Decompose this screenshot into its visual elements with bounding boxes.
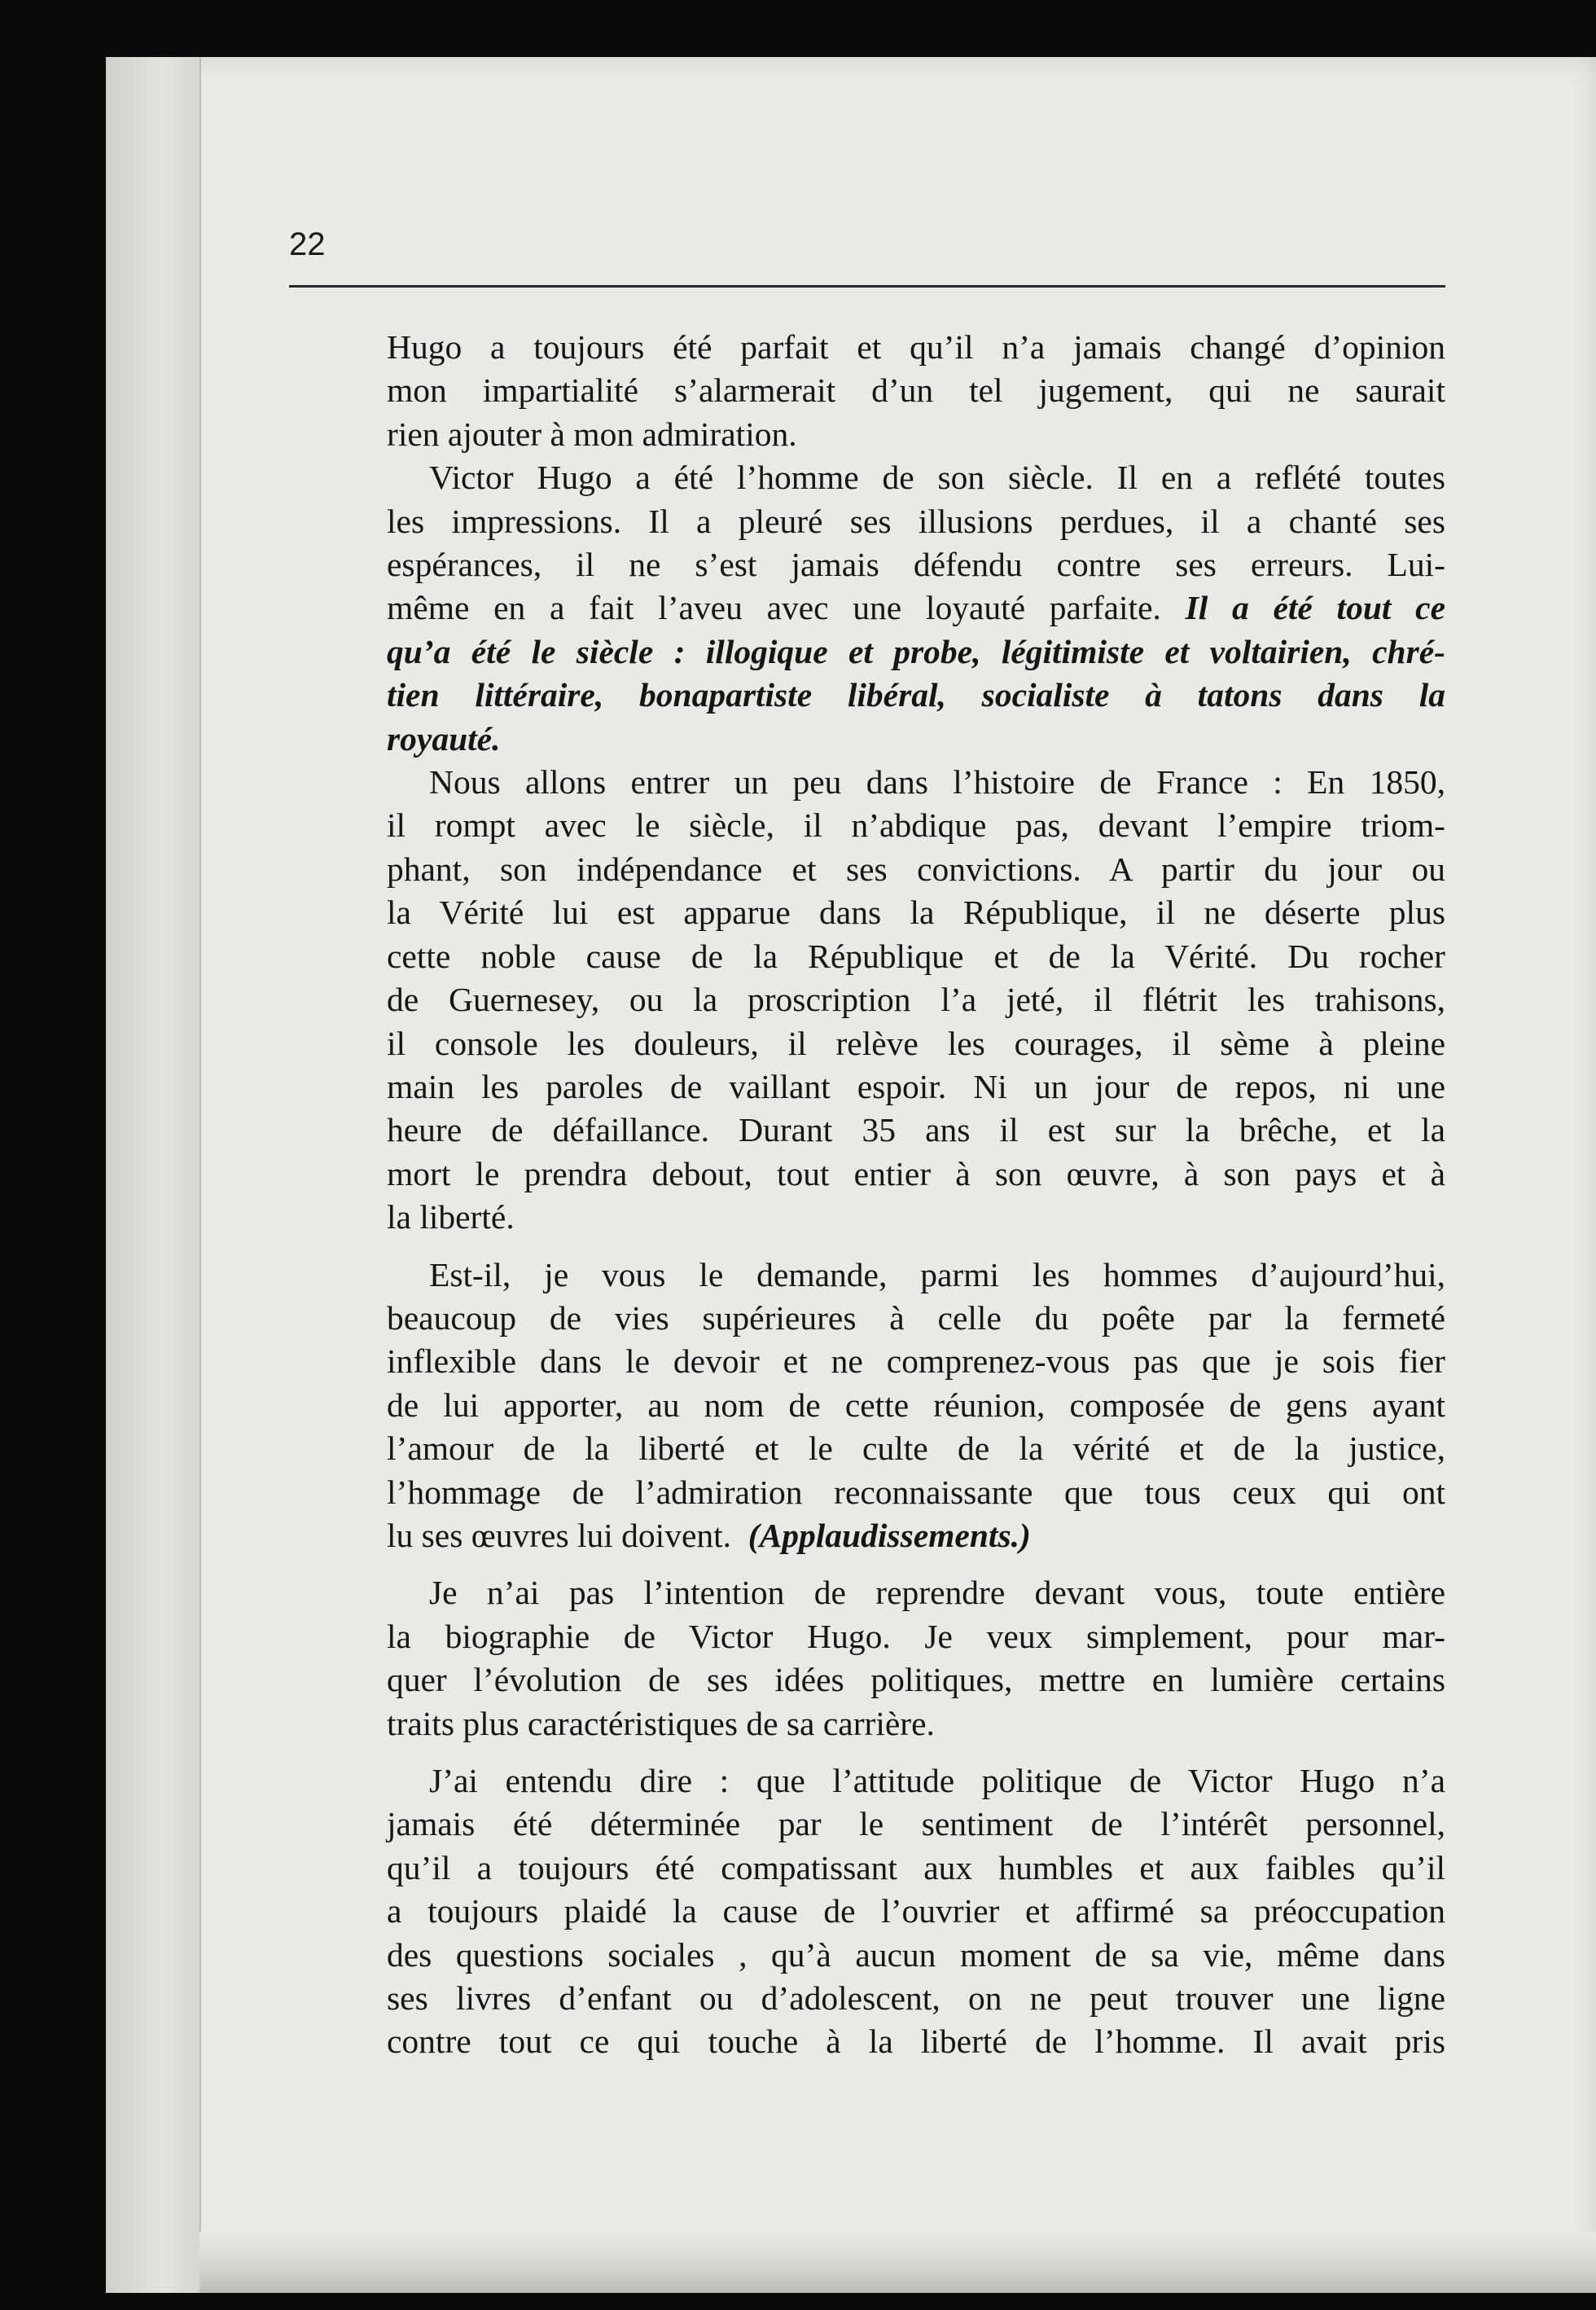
- text-line: quer l’évolution de ses idées politiques, mettre en lumière certains: [387, 1661, 1445, 1699]
- text-line: beaucoup de vies supérieures à celle du poête par la fermeté: [387, 1298, 1445, 1337]
- header-rule: [289, 285, 1445, 288]
- text-line: heure de défaillance. Durant 35 ans il est sur la brêche, et la: [387, 1111, 1445, 1149]
- text-line: la biographie de Victor Hugo. Je veux simplement, pour mar-: [387, 1617, 1445, 1655]
- text-line: rien ajouter à mon admiration.: [387, 415, 797, 453]
- text-line: l’hommage de l’admiration reconnaissante que tous ceux qui ont: [387, 1473, 1445, 1511]
- text-segment: lu ses œuvres lui doivent.: [387, 1516, 732, 1554]
- text-line: il rompt avec le siècle, il n’abdique pas, devant l’empire triom-: [387, 806, 1445, 845]
- text-line: la Vérité lui est apparue dans la République, il ne déserte plus: [387, 894, 1445, 932]
- text-line: [387, 586, 1445, 630]
- italic-quote-line: royauté.: [387, 719, 501, 758]
- text-line: les impressions. Il a pleuré ses illusions perdues, il a chanté ses: [387, 502, 1445, 540]
- text-line: Est-il, je vous le demande, parmi les hommes d’aujourd’hui,: [429, 1255, 1445, 1293]
- text-line: inflexible dans le devoir et ne comprenez-vous pas que je sois fier: [387, 1342, 1445, 1381]
- text-line: la liberté.: [387, 1198, 515, 1236]
- page-number: 22: [289, 226, 326, 262]
- text-line: de lui apporter, au nom de cette réunion, composée de gens ayant: [387, 1386, 1445, 1424]
- text-line: espérances, il ne s’est jamais défendu contre ses erreurs. Lui-: [387, 546, 1445, 584]
- text-line: de Guernesey, ou la proscription l’a jeté, il flétrit les trahisons,: [387, 981, 1445, 1019]
- text-line: mon impartialité s’alarmerait d’un tel jugement, qui ne saurait: [387, 371, 1445, 410]
- text-line: cette noble cause de la République et de la Vérité. Du rocher: [387, 937, 1445, 975]
- text-line: jamais été déterminée par le sentiment de l’intérêt personnel,: [387, 1805, 1445, 1843]
- text-line: J’ai entendu dire : que l’attitude politique de Victor Hugo n’a: [429, 1762, 1445, 1799]
- text-line: contre tout ce qui touche à la liberté de l’homme. Il avait pris: [387, 2022, 1445, 2061]
- text-line: main les paroles de vaillant espoir. Ni un jour de repos, ni une: [387, 1067, 1445, 1105]
- text-line: des questions sociales , qu’à aucun moment de sa vie, même dans: [387, 1935, 1445, 1974]
- page-bottom-edge: [200, 2232, 1596, 2293]
- text-segment: même en a fait l’aveu avec une loyauté parfaite.: [387, 589, 1161, 627]
- page-binding: [106, 57, 201, 2293]
- text-line: phant, son indépendance et ses convictions. A partir du jour ou: [387, 850, 1445, 888]
- text-line: ses livres d’enfant ou d’adolescent, on ne peut trouver une ligne: [387, 1979, 1445, 2018]
- text-line: a toujours plaidé la cause de l’ouvrier et affirmé sa préoccupation: [387, 1892, 1445, 1930]
- text-line: traits plus caractéristiques de sa carrière.: [387, 1704, 935, 1742]
- text-line: Nous allons entrer un peu dans l’histoire de France : En 1850,: [429, 763, 1445, 801]
- text-line: Je n’ai pas l’intention de reprendre devant vous, toute entière: [429, 1574, 1445, 1612]
- text-line: Hugo a toujours été parfait et qu’il n’a jamais changé d’opinion: [387, 328, 1445, 366]
- applause-note: (Applaudissements.): [748, 1516, 1031, 1554]
- text-line: qu’il a toujours été compatissant aux humbles et aux faibles qu’il: [387, 1848, 1445, 1886]
- text-line: [387, 1514, 1445, 1557]
- italic-quote-line: qu’a été le siècle : illogique et probe, légitimiste et voltairien, chré-: [387, 632, 1445, 670]
- text-line: Victor Hugo a été l’homme de son siècle. Il en a reflété toutes: [429, 459, 1445, 497]
- body-text: [387, 326, 1445, 2064]
- italic-quote-line: tien littéraire, bonapartiste libéral, socialiste à tatons dans la: [387, 676, 1445, 714]
- text-line: l’amour de la liberté et le culte de la vérité et de la justice,: [387, 1429, 1445, 1468]
- text-line: mort le prendra debout, tout entier à son œuvre, à son pays et à: [387, 1154, 1445, 1192]
- text-line: il console les douleurs, il relève les courages, il sème à pleine: [387, 1024, 1445, 1062]
- italic-quote: Il a été tout ce: [1185, 589, 1446, 627]
